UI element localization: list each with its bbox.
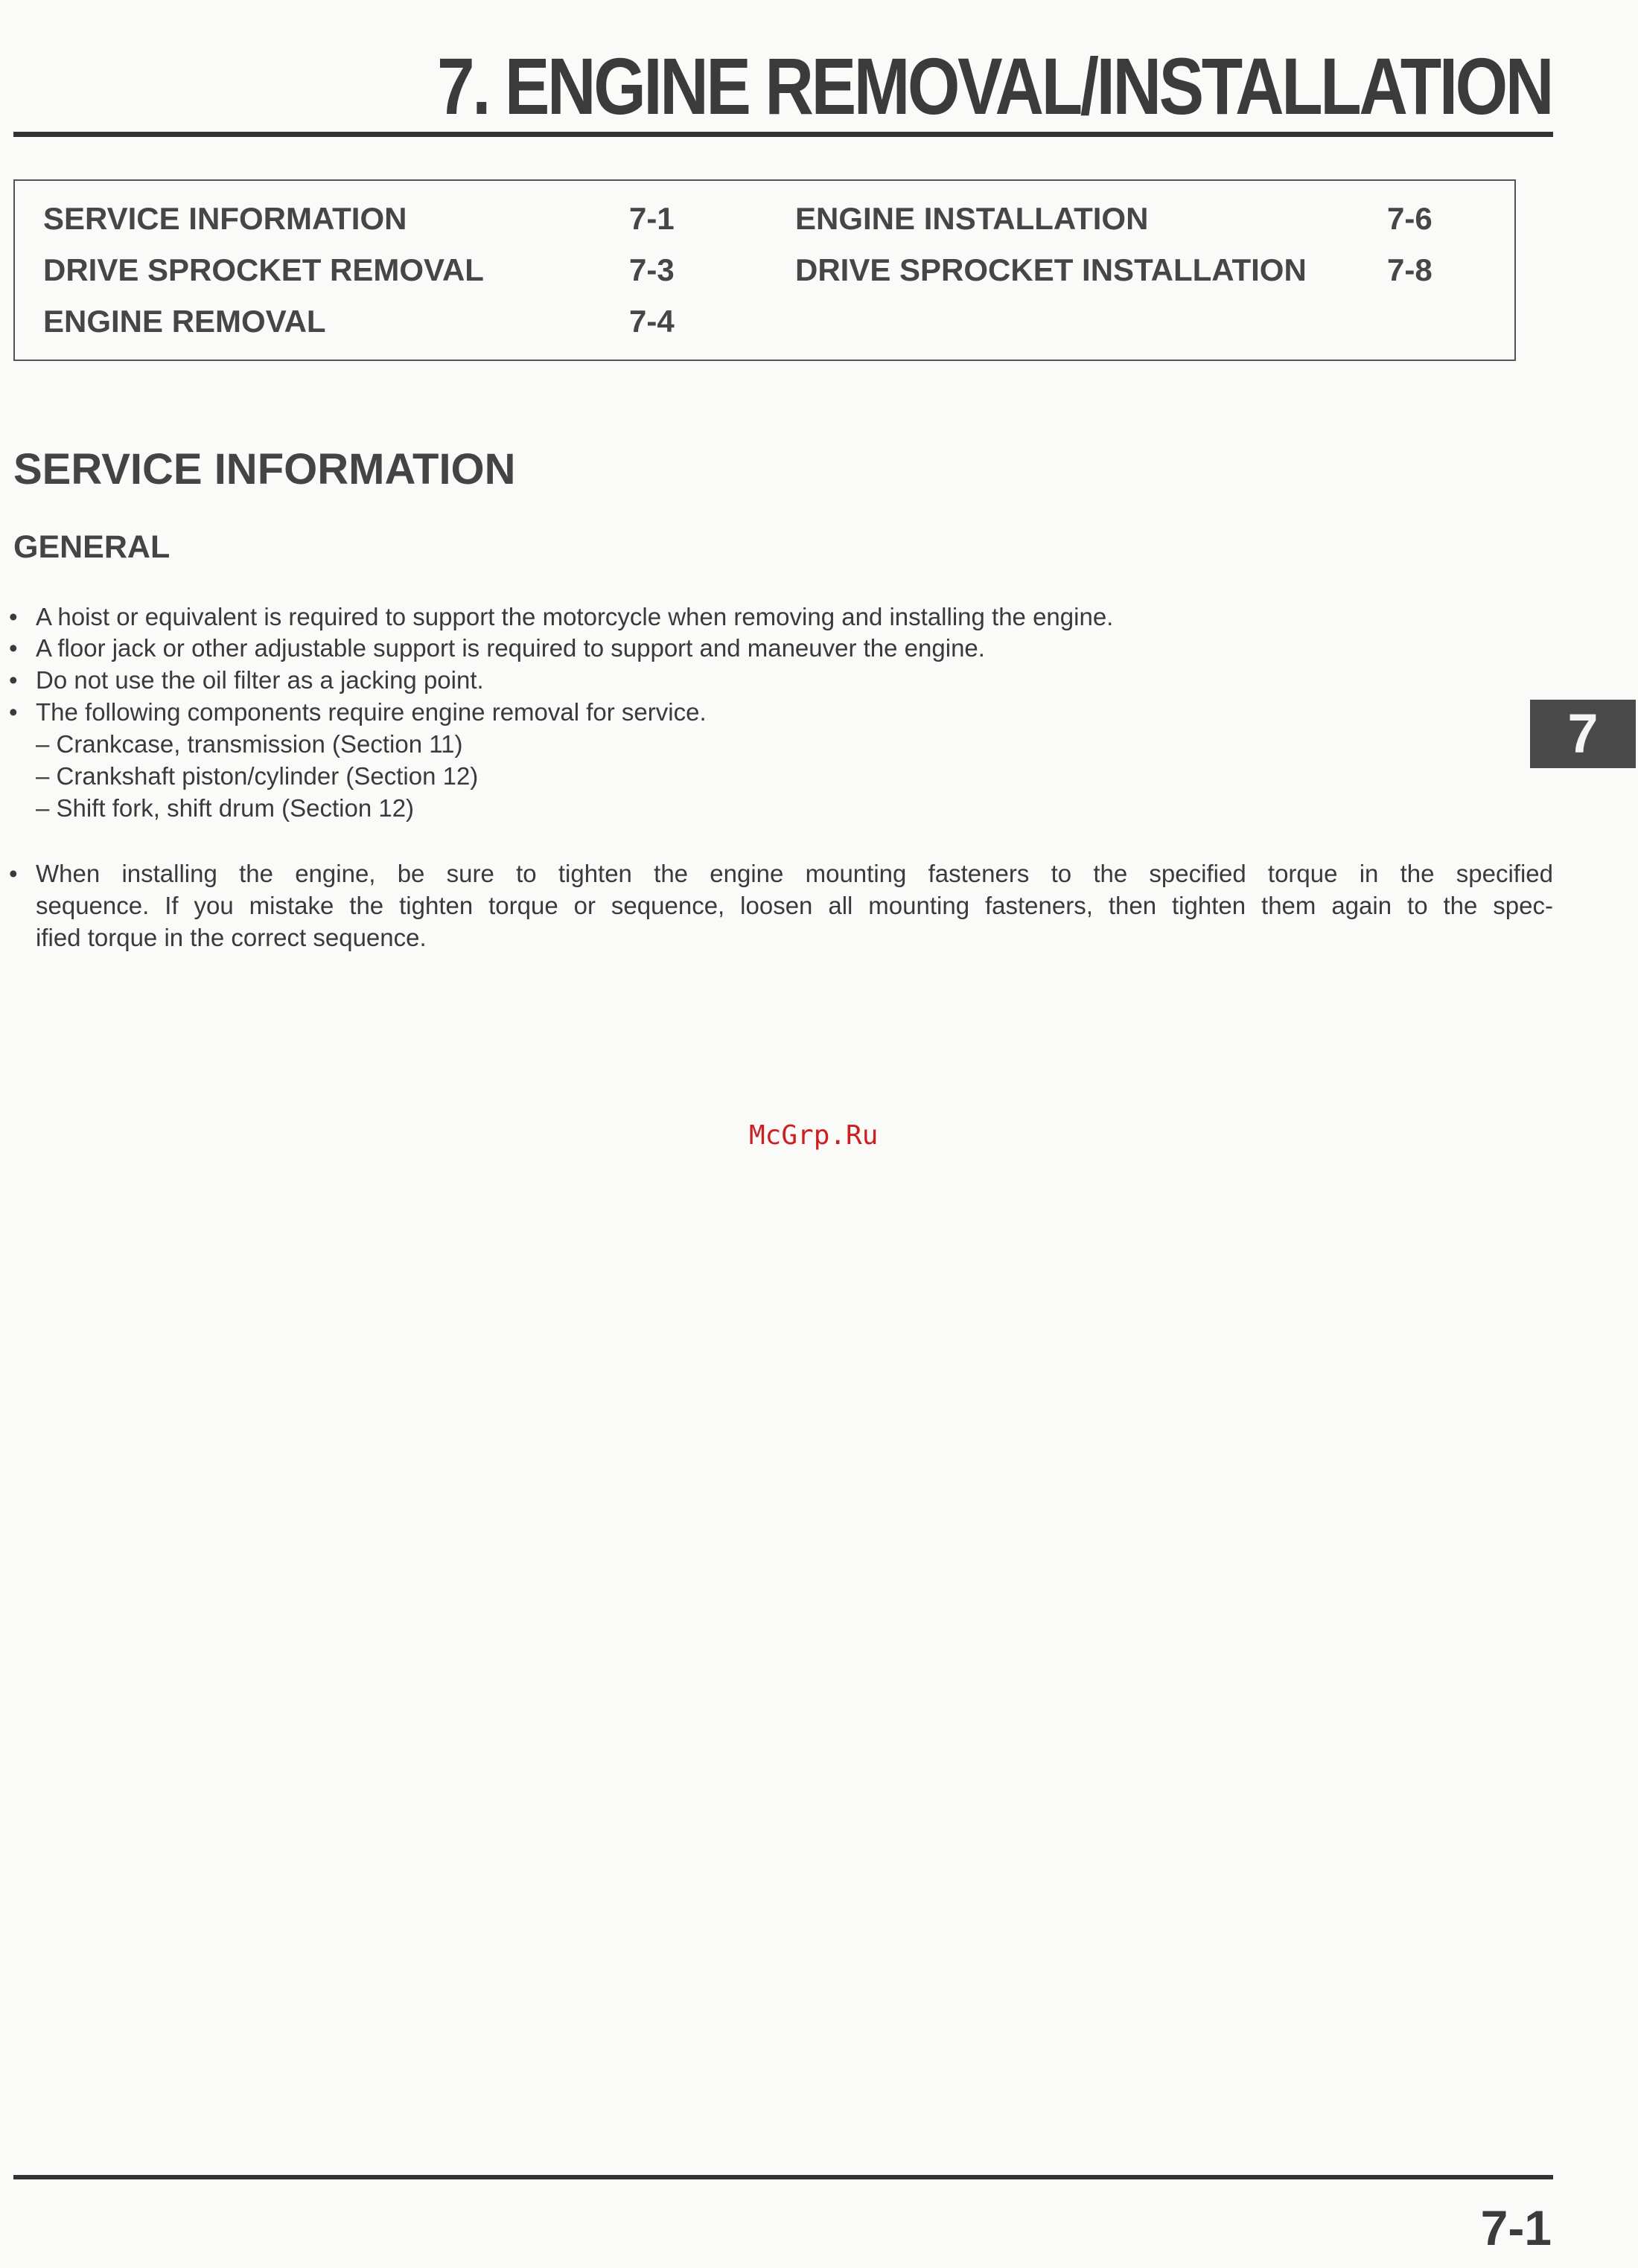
section-tab: 7 [1530, 700, 1636, 768]
paragraph-line: When installing the engine, be sure to tighten the engine mounting fasteners to the specified torque in the specified [36, 860, 1553, 887]
toc-item-label[interactable]: SERVICE INFORMATION [43, 201, 407, 236]
sub-list-item: – Crankcase, transmission (Section 11) [36, 730, 463, 758]
installation-note [36, 857, 1553, 953]
bullet-text: A hoist or equivalent is required to support the motorcycle when removing and installing the engine. [36, 603, 1114, 630]
watermark-text: McGrp.Ru [749, 1120, 879, 1151]
toc-item-page[interactable]: 7-3 [629, 252, 675, 287]
paragraph-line: ified torque in the correct sequence. [36, 924, 427, 951]
bullet-marker: • [9, 666, 18, 694]
sub-list-item: – Crankshaft piston/cylinder (Section 12) [36, 762, 479, 790]
toc-item-label[interactable]: ENGINE REMOVAL [43, 304, 326, 339]
sub-heading: GENERAL [13, 529, 171, 565]
bullet-marker: • [9, 860, 18, 887]
bullet-marker: • [9, 634, 18, 662]
bullet-text: The following components require engine removal for service. [36, 698, 707, 726]
title-divider [13, 132, 1553, 137]
section-heading: SERVICE INFORMATION [13, 445, 516, 493]
toc-item-page[interactable]: 7-6 [1387, 201, 1433, 236]
toc-item-page[interactable]: 7-4 [629, 304, 675, 339]
sub-list-item: – Shift fork, shift drum (Section 12) [36, 794, 415, 822]
toc-item-page[interactable]: 7-8 [1387, 252, 1433, 287]
toc-item-label[interactable]: DRIVE SPROCKET REMOVAL [43, 252, 484, 287]
footer-divider [13, 2175, 1553, 2179]
paragraph-line: sequence. If you mistake the tighten torque or sequence, loosen all mounting fasteners, then tighten them again to the spec- [36, 892, 1553, 919]
toc-item-page[interactable]: 7-1 [629, 201, 675, 236]
bullet-marker: • [9, 603, 18, 630]
chapter-title: 7. ENGINE REMOVAL/INSTALLATION [437, 41, 1552, 131]
page-number: 7-1 [1480, 2200, 1552, 2255]
bullet-text: A floor jack or other adjustable support is required to support and maneuver the engine. [36, 634, 985, 662]
toc-item-label[interactable]: ENGINE INSTALLATION [795, 201, 1149, 236]
toc-item-label[interactable]: DRIVE SPROCKET INSTALLATION [795, 252, 1307, 287]
bullet-text: Do not use the oil filter as a jacking point. [36, 666, 484, 694]
bullet-marker: • [9, 698, 18, 726]
